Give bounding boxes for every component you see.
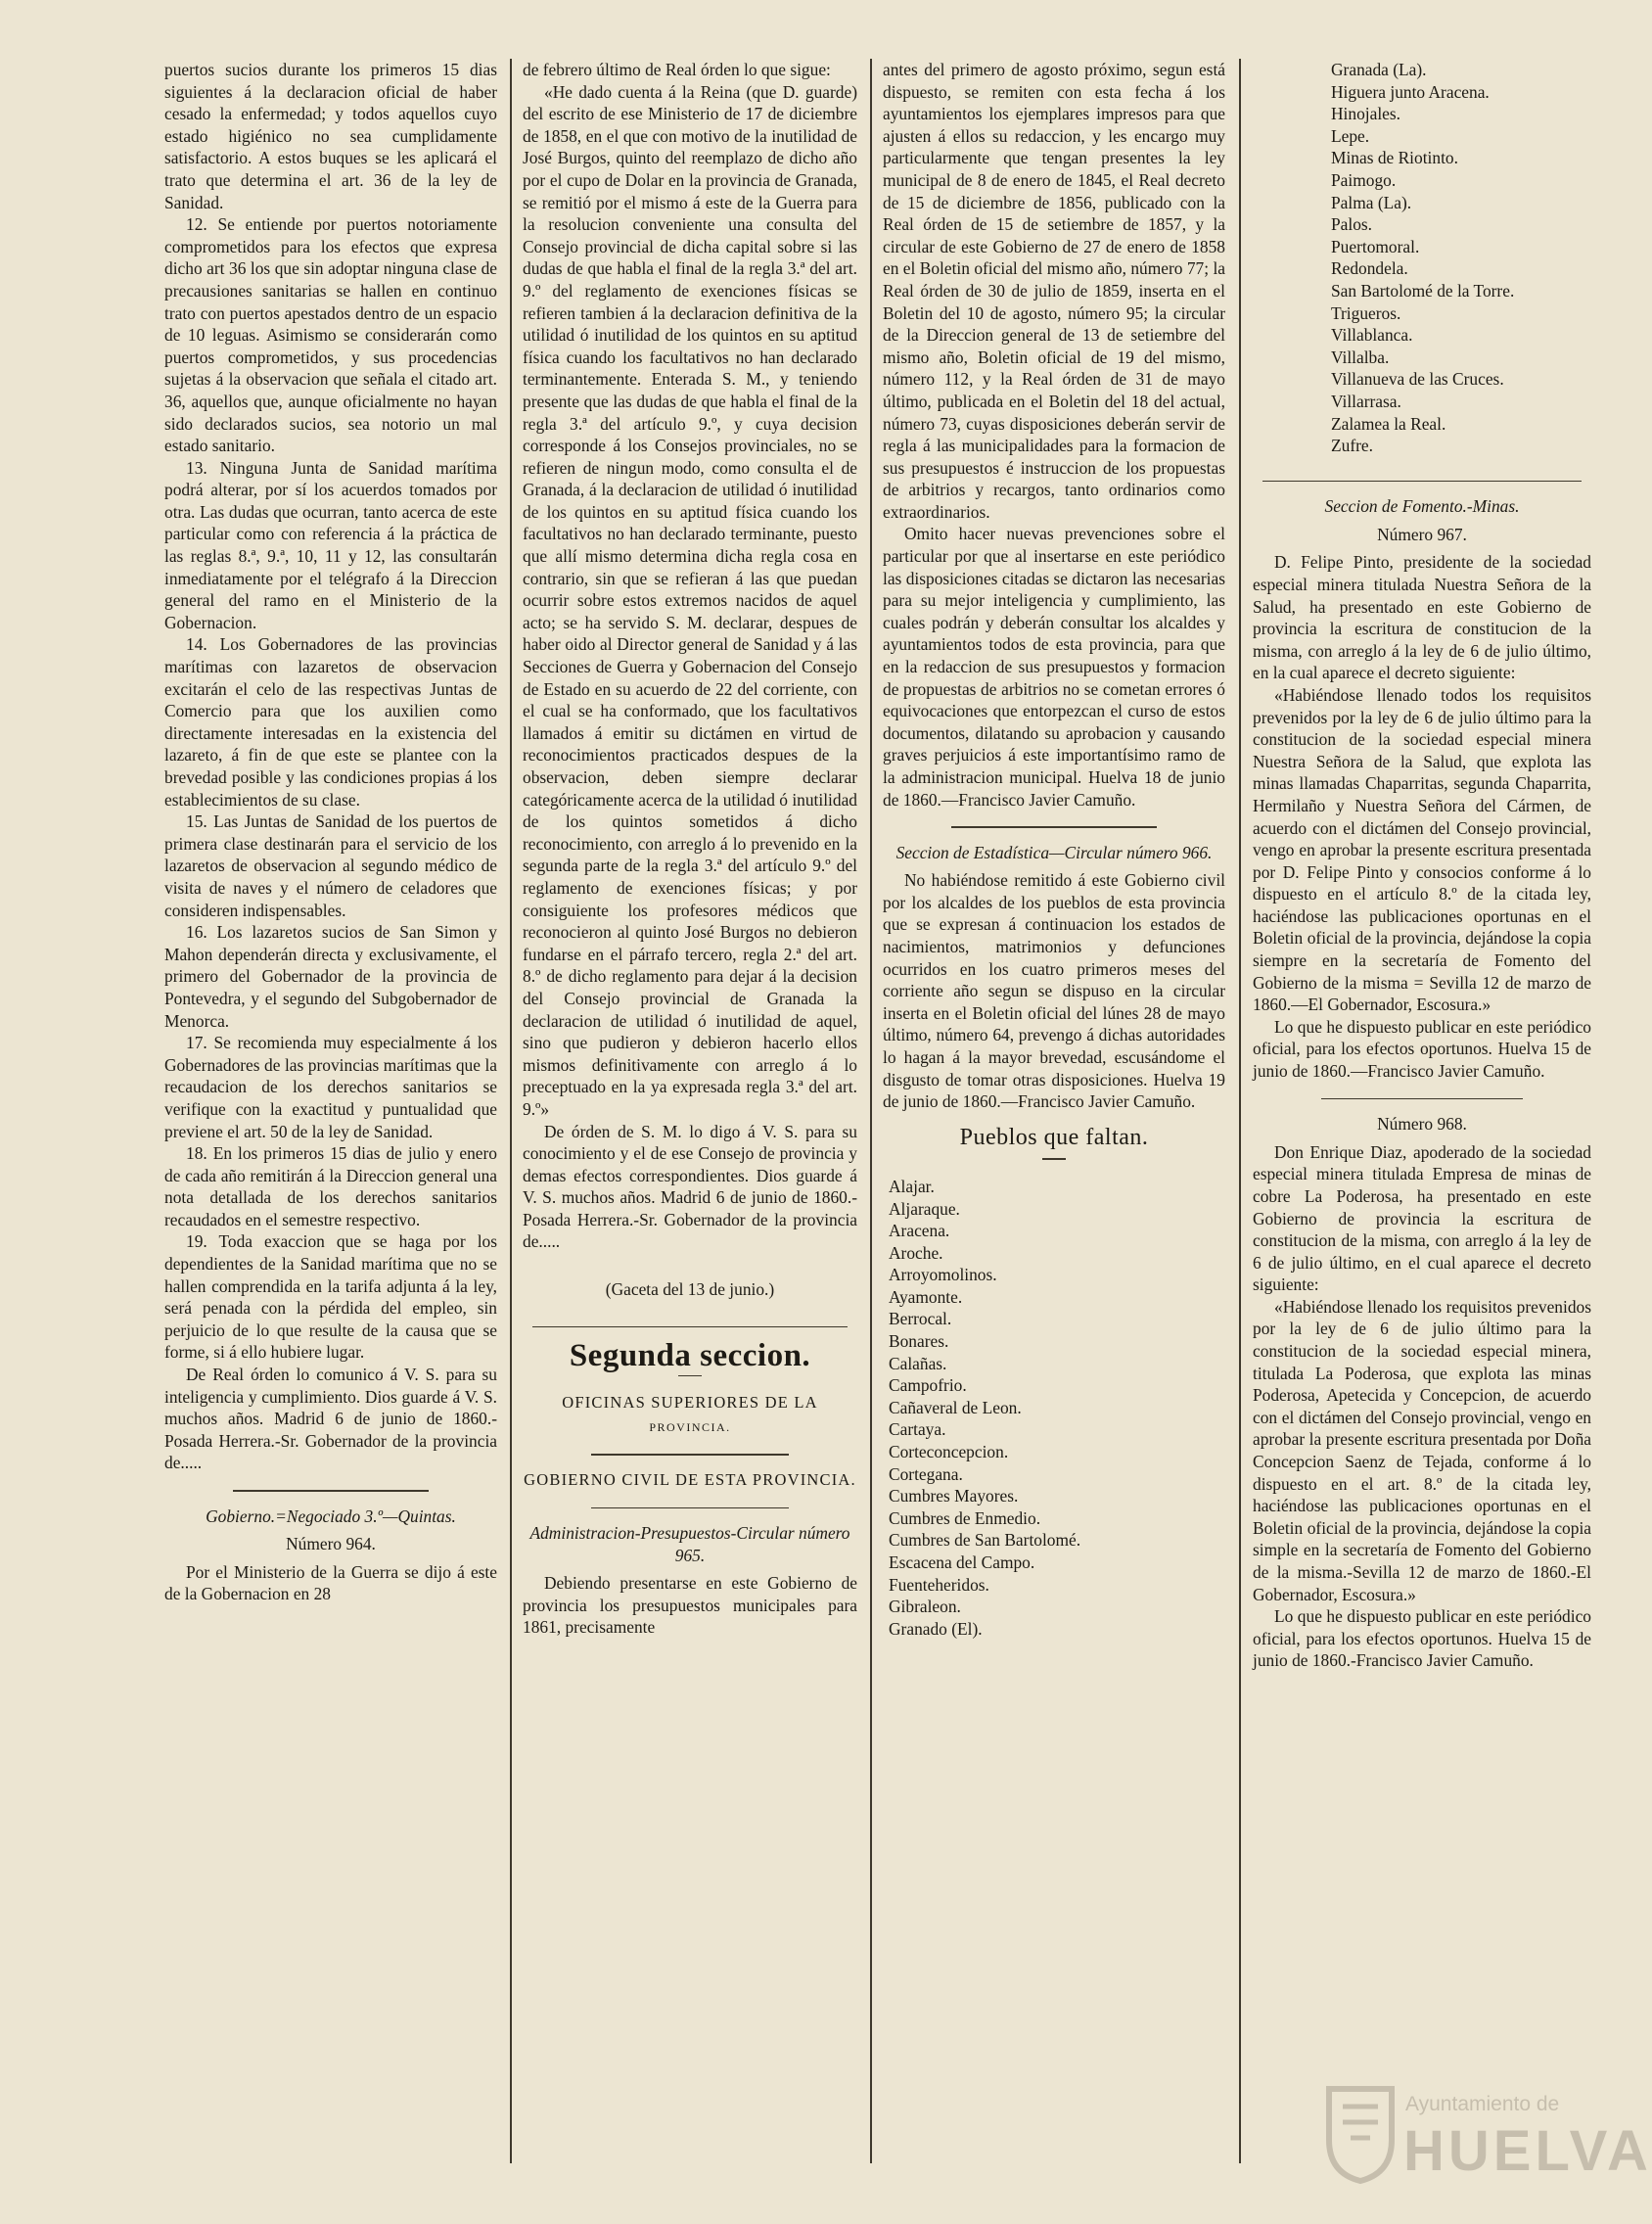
town-item: Berrocal.: [889, 1309, 952, 1329]
paragraph: 12. Se entiende por puertos notoriamente comprometidos para los efectos que expresa dicho art 36 los que sin adoptar ninguna clase de precausiones sanitarias se hallen en continuo trato con puertos apestados dentro de un espacio de 10 leguas. Asimismo se considerarán como puertos comprometidos, y sus procedencias sujetas á la observacion que señala el citado art. 36, aquellos que, aunque oficialmente no hayan sido declarados sucios, sea notorio un mal estado sanitario.: [164, 214, 497, 456]
town-item: Aljaraque.: [889, 1198, 960, 1219]
offices-heading: OFICINAS SUPERIORES DE LA: [562, 1393, 818, 1413]
section-heading: Seccion de Fomento.-Minas.: [1324, 496, 1520, 517]
separator: [591, 1454, 789, 1456]
paragraph: 13. Ninguna Junta de Sanidad marítima podrá alterar, por sí los acuerdos tomados por otra. Las dudas que ocurran, tanto acerca de este particular como con referencia á la práctica de las reglas 8.ª, 9.ª, 10, 11 y 12, las consultarán inmediatamente por el telégrafo á la Direccion general del ramo en el Ministerio de la Gobernacion.: [164, 457, 497, 632]
section-heading: Gobierno.=Negociado 3.º—Quintas.: [206, 1506, 456, 1526]
town-item: Cartaya.: [889, 1419, 946, 1440]
town-item: Fuenteheridos.: [889, 1574, 989, 1595]
town-item: Minas de Riotinto.: [1331, 148, 1458, 168]
town-item: Arroyomolinos.: [889, 1265, 997, 1285]
paragraph: 14. Los Gobernadores de las provincias marítimas con lazaretos de observacion excitarán el celo de las respectivas Juntas de Comercio para que los auxilien como directamente interesadas en la existencia del lazareto, á fin de que este se plantee con la brevedad posible y las condiciones propias á los establecimientos de su clase.: [164, 634, 497, 810]
town-item: San Bartolomé de la Torre.: [1331, 280, 1515, 301]
paragraph: No habiéndose remitido á este Gobierno civil por los alcaldes de los pueblos de esta provincia que se expresan á continuacion los estados de nacimientos, matrimonios y defunciones ocurridos en los cuatro primeros meses del corriente año segun se dispuso en la circular inserta en el Boletin oficial del lúnes 28 de mayo último, número 64, prevengo á dichas autoridades lo hagan á la mayor brevedad, escusándome el disgusto de tomar otras disposiciones. Huelva 19 de junio de 1860.—Francisco Javier Camuño.: [883, 870, 1225, 1112]
separator: [1042, 1158, 1066, 1160]
town-item: Redondela.: [1331, 258, 1408, 279]
town-item: Palos.: [1331, 214, 1373, 235]
paragraph: 15. Las Juntas de Sanidad de los puertos de primera clase destinarán para el servicio de los lazaretos de observacion al segundo médico de visita de naves y el número de celadores que consideren indispensables.: [164, 811, 497, 920]
town-item: Granada (La).: [1331, 60, 1427, 79]
town-item: Gibraleon.: [889, 1597, 961, 1617]
towns-list: [1253, 59, 1591, 457]
town-item: Lepe.: [1331, 125, 1370, 146]
paragraph: 16. Los lazaretos sucios de San Simon y Mahon dependerán directa y exclusivamente, el primero del Gobernador de la provincia de Pontevedra, y el segundo del Subgobernador de Menorca.: [164, 922, 497, 1031]
column-1: [164, 59, 497, 2212]
offices-subheading: PROVINCIA.: [649, 1419, 731, 1434]
paragraph: Por el Ministerio de la Guerra se dijo á este de la Gobernacion en 28: [164, 1561, 497, 1604]
government-heading: GOBIERNO CIVIL DE ESTA PROVINCIA.: [524, 1469, 856, 1489]
notice-number: Número 968.: [1377, 1114, 1467, 1135]
town-item: Puertomoral.: [1331, 236, 1420, 256]
notice-number: Número 967.: [1377, 524, 1467, 544]
column-rule: [1239, 59, 1241, 2163]
column-3: [883, 59, 1225, 2212]
town-item: Aroche.: [889, 1242, 943, 1263]
column-rule: [510, 59, 512, 2163]
town-item: Ayamonte.: [889, 1286, 963, 1307]
town-item: Corteconcepcion.: [889, 1442, 1009, 1462]
town-item: Villablanca.: [1331, 325, 1413, 346]
town-item: Alajar.: [889, 1176, 935, 1196]
source-citation: (Gaceta del 13 de junio.): [605, 1279, 775, 1300]
town-item: Zufre.: [1331, 436, 1373, 456]
watermark-logo: [1323, 2079, 1652, 2197]
town-item: Villalba.: [1331, 347, 1390, 367]
town-item: Aracena.: [889, 1221, 950, 1241]
paragraph: Lo que he dispuesto publicar en este periódico oficial, para los efectos oportunos. Huelva 15 de junio de 1860.—Francisco Javier Camuño.: [1253, 1016, 1591, 1082]
separator: [678, 1375, 702, 1377]
town-item: Escacena del Campo.: [889, 1552, 1035, 1572]
town-item: Bonares.: [889, 1331, 949, 1352]
paragraph: Omito hacer nuevas prevenciones sobre el particular por que al insertarse en este periódico las disposiciones citadas se dictaron las necesarias para su mejor inteligencia y cumplimiento, las cuales podrán y deberán consultar los alcaldes y ayuntamientos todos de esta provincia, para que en la redaccion de sus presupuestos y formacion de propuestas de arbitrios no se cometan errores ó equivocaciones que entorpezcan el curso de estos documentos, dilatando su aprobacion y causando graves perjuicios á este importantísimo ramo de la administracion municipal. Huelva 18 de junio de 1860.—Francisco Javier Camuño.: [883, 524, 1225, 810]
paragraph: antes del primero de agosto próximo, segun está dispuesto, se remiten con esta fecha á los ayuntamientos los ejemplares impresos para que ajusten á ellos su redaccion, y les encargo muy particularmente que tengan presentes la ley municipal de 8 de enero de 1845, el Real decreto de 15 de diciembre de 1856, publicado con la Real órden de 15 de setiembre de 1857, y la circular de este Gobierno de 27 de enero de 1858 en el Boletin oficial del mismo año, número 77; la Real órden de 30 de julio de 1859, inserta en el Boletin del 10 de agosto, número 95; la circular de la Direccion general de 13 de setiembre del mismo año, Boletin oficial de 19 del mismo, número 112, y la Real órden de 31 de mayo último, publicada en el Boletin del 18 del actual, número 73, cuyas disposiciones deberán servir de regla á las municipalidades para la formacion de sus presupuestos é instruccion de los propuestas de arbitrios y recargos, tanto ordinarios como extraordinarios.: [883, 60, 1225, 522]
town-item: Cumbres de Enmedio.: [889, 1507, 1041, 1528]
towns-list: [883, 1176, 1225, 1640]
separator: [1262, 481, 1582, 483]
watermark-line1: Ayuntamiento de: [1405, 2093, 1560, 2115]
separator: [233, 1490, 429, 1492]
paragraph: 19. Toda exaccion que se haga por los dependientes de la Sanidad marítima que no se hallen comprendida en la tarifa adjunta á la ley, será penada con la pérdida del empleo, sin perjuicio de lo que resulte de la causa que se forme, si á ello hubiere lugar.: [164, 1231, 497, 1363]
separator: [591, 1507, 789, 1509]
coat-of-arms-icon: [1323, 2079, 1398, 2185]
column-2: [523, 59, 857, 2212]
column-rule: [870, 59, 872, 2163]
town-item: Palma (La).: [1331, 192, 1412, 212]
paragraph: Lo que he dispuesto publicar en este periódico oficial, para los efectos oportunos. Huelva 15 de junio de 1860.-Francisco Javier Camuño.: [1253, 1606, 1591, 1671]
paragraph: «Habiéndose llenado los requisitos prevenidos por la ley de 6 de julio último para la constitucion de la sociedad especial minera, titulada La Poderosa, que explota las minas Poderosa, Apetecida y Concepcion, de acuerdo con el dictámen del Consejo provincial, vengo en aprobar la presente escritura presentada por Doña Concepcion Saenz de Tejada, conforme á lo dispuesto en el art. 8.º de la citada ley, haciéndose las publicaciones oportunas en el Boletin oficial de la provincia, dejándose la copia simple en la secretaría de Fomento del Gobierno de la misma.-Sevilla 12 de marzo de 1860.-El Gobernador, Escosura.»: [1253, 1296, 1591, 1604]
paragraph: Don Enrique Diaz, apoderado de la sociedad especial minera titulada Empresa de minas de cobre La Poderosa, ha presentado en este Gobierno de provincia la escritura de constitucion de la misma, con arreglo á la ley de 6 de julio último, en el cual aparece el decreto siguiente:: [1253, 1141, 1591, 1295]
town-item: Campofrio.: [889, 1375, 967, 1396]
town-item: Calañas.: [889, 1353, 947, 1373]
watermark-line2: HUELVA: [1403, 2119, 1652, 2183]
paragraph: puertos sucios durante los primeros 15 dias siguientes á la declaracion oficial de haber cesado la enfermedad; y todos aquellos cuyo estado higiénico no sea cumplidamente satisfactorio. A estos buques se les aplicará el trato que determina el art. 36 de la ley de Sanidad.: [164, 60, 497, 212]
town-item: Hinojales.: [1331, 104, 1400, 124]
paragraph: de febrero último de Real órden lo que sigue:: [523, 60, 831, 79]
town-item: Cañaveral de Leon.: [889, 1397, 1022, 1417]
paragraph: De órden de S. M. lo digo á V. S. para su conocimiento y el de ese Consejo de provincia y demas efectos correspondientes. Dios guarde á V. S. muchos años. Madrid 6 de junio de 1860.-Posada Herrera.-Sr. Gobernador de la provincia de.....: [523, 1121, 857, 1252]
town-item: Villarrasa.: [1331, 391, 1401, 411]
town-item: Villanueva de las Cruces.: [1331, 369, 1504, 390]
separator: [1321, 1098, 1523, 1100]
paragraph: Debiendo presentarse en este Gobierno de provincia los presupuestos municipales para 1861, precisamente: [523, 1573, 857, 1638]
town-item: Cortegana.: [889, 1463, 963, 1484]
section-heading: Administracion-Presupuestos-Circular número 965.: [529, 1523, 850, 1565]
towns-title: Pueblos que faltan.: [959, 1124, 1149, 1150]
town-item: Zalamea la Real.: [1331, 413, 1446, 434]
column-4: [1253, 59, 1591, 2212]
town-item: Higuera junto Aracena.: [1331, 81, 1490, 102]
section-title: Segunda seccion.: [569, 1338, 811, 1374]
paragraph: 17. Se recomienda muy especialmente á los Gobernadores de las provincias marítimas que la recaudacion de los derechos sanitarios se verifique con la exactitud y puntualidad que previene el art. 50 de la ley de Sanidad.: [164, 1033, 497, 1141]
paragraph: 18. En los primeros 15 dias de julio y enero de cada año remitirán á la Direccion general una nota detallada de los derechos sanitarios recaudados en el semestre respectivo.: [164, 1143, 497, 1229]
town-item: Trigueros.: [1331, 302, 1401, 323]
section-heading: Seccion de Estadística—Circular número 966.: [895, 842, 1213, 862]
town-item: Granado (El).: [889, 1618, 983, 1639]
paragraph: De Real órden lo comunico á V. S. para su inteligencia y cumplimiento. Dios guarde á V. S. muchos años. Madrid 6 de junio de 1860.-Posada Herrera.-Sr. Gobernador de la provincia de.....: [164, 1365, 497, 1473]
paragraph: «He dado cuenta á la Reina (que D. guarde) del escrito de ese Ministerio de 17 de diciembre de 1858, en el que con motivo de la inutilidad de José Burgos, quinto del reemplazo de dicho año por el cupo de Dolar en la provincia de Granada, se remitió por el mismo á este de la Guerra para la resolucion conveniente una consulta del Consejo provincial de dicha capital sobre si las dudas de que habla el final de la regla 3.ª del art. 9.º del reglamento de exenciones físicas se refieren tambien á la declaracion definitiva de la utilidad ó inutilidad de los quintos en su aptitud física cuando los facultativos no han declarado terminantemente. Enterada S. M., y teniendo presente que las dudas de que habla el final de la regla 3.ª del artículo 9.º, y cuya decision corresponde á los Consejos provinciales, no se refieren de ningun modo, como consulta el de Granada, á la declaracion de utilidad ó inutilidad de los quintos en su aptitud física cuando los facultativos no han declarado terminante, puesto que allí mismo determina dicha regla cosa en contrario, sin que se refieran á las que puedan ocurrir sobre estos extremos nacidos de aquel acto; se ha servido S. M. declarar, despues de haber oido al Director general de Sanidad y á las Secciones de Guerra y Gobernacion del Consejo de Estado en su acuerdo de 22 del corriente, con el cual se ha conformado, que los facultativos llamados á emitir su dictámen en virtud de reconocimientos practicados despues de la observacion, deben siempre declarar categóricamente acerca de la utilidad ó inutilidad de los quintos sometidos á dicho reconocimiento, con arreglo á lo prevenido en la segunda parte de la regla 3.ª del artículo 9.º del reglamento de exenciones físicas; y por consiguiente los profesores médicos que reconocieron al quinto José Burgos no debieron fundarse en el párrafo tercero, regla 2.ª del art. 8.º de dicho reglamento para dejar á la decision del Consejo provincial de Granada la declaracion de utilidad ó inutilidad de aquel, sino que pudieron y debieron hacerlo ellos mismos definitivamente con arreglo á lo preceptuado en la ya expresada regla 3.ª del art. 9.º»: [523, 81, 857, 1119]
notice-number: Número 964.: [286, 1534, 376, 1554]
paragraph: D. Felipe Pinto, presidente de la sociedad especial minera titulada Nuestra Señora de la Salud, ha presentado en este Gobierno de provincia la escritura de constitucion de la misma, con arreglo á la ley de 6 de julio último, en la cual aparece el decreto siguiente:: [1253, 552, 1591, 683]
town-item: Cumbres de San Bartolomé.: [889, 1530, 1081, 1551]
town-item: Paimogo.: [1331, 169, 1397, 190]
separator: [951, 826, 1157, 828]
paragraph: «Habiéndose llenado todos los requisitos prevenidos por la ley de 6 de julio último para la constitucion de la sociedad especial minera Nuestra Señora de la Salud, que explota las minas llamadas Chaparritas, segunda Chaparrita, Hermilaño y Nuestra Señora del Cármen, de acuerdo con el dictámen del Consejo provincial, vengo en aprobar la presente escritura presentada por D. Felipe Pinto y consocios conforme á lo dispuesto en el artículo 8.º de la citada ley, haciéndose las publicaciones oportunas en el Boletin oficial de la provincia, dejándose la copia siempre en la secretaría de Fomento del Gobierno de la misma = Sevilla 12 de marzo de 1860.—El Gobernador, Escosura.»: [1253, 684, 1591, 1015]
separator: [532, 1326, 848, 1328]
town-item: Cumbres Mayores.: [889, 1486, 1019, 1506]
